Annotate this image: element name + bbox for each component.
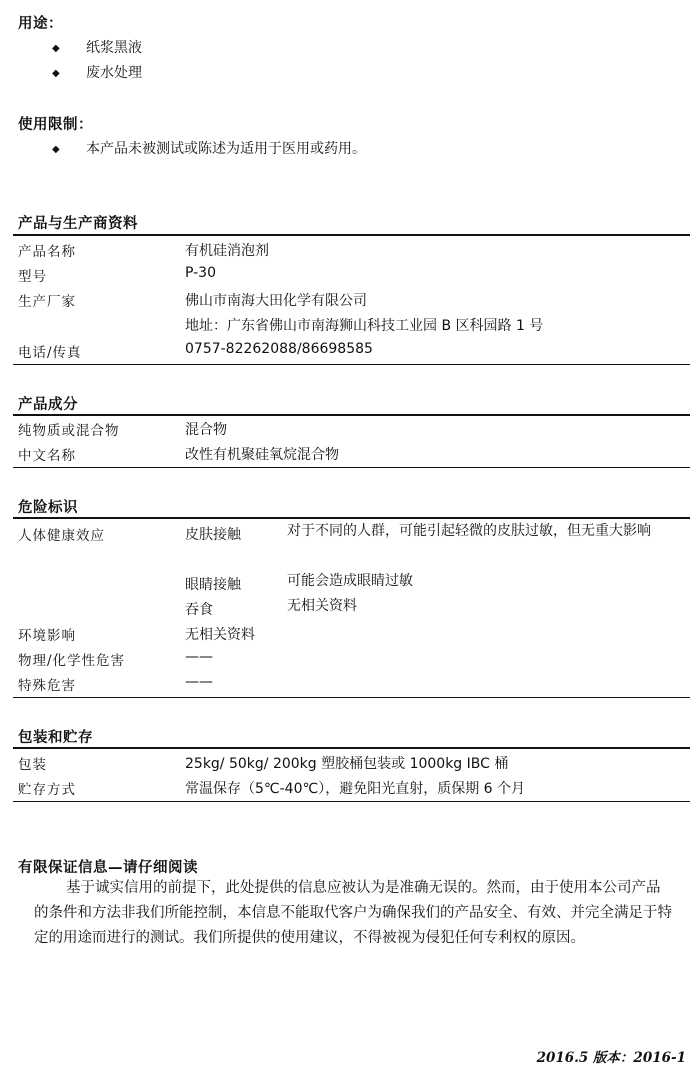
substance-type-value: 混合物 bbox=[185, 422, 227, 438]
phone-fax-value: 0757-82262088/86698585 bbox=[185, 341, 373, 357]
ingestion-desc: 无相关资料 bbox=[287, 598, 357, 614]
restrictions-heading: 使用限制： bbox=[18, 117, 93, 133]
section-rule-bottom bbox=[13, 801, 690, 802]
environment-value: 无相关资料 bbox=[185, 627, 255, 643]
diamond-bullet-icon: ◆ bbox=[52, 43, 60, 54]
model-label: 型号 bbox=[18, 269, 47, 285]
packaging-label: 包装 bbox=[18, 757, 47, 773]
physchem-hazard-value: —— bbox=[185, 649, 213, 665]
uses-item: ◆ 废水处理 bbox=[52, 65, 142, 81]
diamond-bullet-icon: ◆ bbox=[52, 144, 60, 155]
eye-contact-label: 眼睛接触 bbox=[185, 577, 241, 593]
chinese-name-value: 改性有机聚硅氧烷混合物 bbox=[185, 447, 339, 463]
special-hazard-value: —— bbox=[185, 674, 213, 690]
substance-type-label: 纯物质或混合物 bbox=[18, 423, 120, 439]
product-info-heading: 产品与生产商资料 bbox=[18, 216, 138, 232]
special-hazard-label: 特殊危害 bbox=[18, 678, 76, 694]
section-rule bbox=[13, 234, 690, 236]
physchem-hazard-label: 物理/化学性危害 bbox=[18, 653, 126, 669]
section-rule bbox=[13, 747, 690, 749]
ingestion-label: 吞食 bbox=[185, 602, 213, 618]
storage-value: 常温保存（5℃-40℃），避免阳光直射，质保期 6 个月 bbox=[185, 781, 526, 797]
section-rule-bottom bbox=[13, 467, 690, 468]
diamond-bullet-icon: ◆ bbox=[52, 68, 60, 79]
composition-heading: 产品成分 bbox=[18, 397, 78, 413]
eye-contact-desc: 可能会造成眼睛过敏 bbox=[287, 573, 413, 589]
section-rule-bottom bbox=[13, 697, 690, 698]
manufacturer-value: 佛山市南海大田化学有限公司 bbox=[185, 293, 367, 309]
product-name-value: 有机硅消泡剂 bbox=[185, 243, 269, 259]
manufacturer-label: 生产厂家 bbox=[18, 294, 76, 310]
uses-heading: 用途： bbox=[18, 16, 63, 32]
skin-contact-label: 皮肤接触 bbox=[185, 527, 241, 543]
section-rule-bottom bbox=[13, 364, 690, 365]
section-rule bbox=[13, 414, 690, 416]
skin-contact-desc: 对于不同的人群，可能引起轻微的皮肤过敏，但无重大影响 bbox=[287, 523, 651, 539]
warranty-paragraph: 基于诚实信用的前提下，此处提供的信息应被认为是准确无误的。然而，由于使用本公司产品的条件和方法非我们所能控制，本信息不能取代客户为确保我们的产品安全、有效、并完全满足于特定的用途而进行的测试。我们所提供的使用建议，不得被视为侵犯任何专利权的原因。 bbox=[34, 880, 672, 946]
version-footer: 2016.5 版本：2016-1 bbox=[536, 1050, 686, 1066]
phone-fax-label: 电话/传真 bbox=[18, 345, 82, 361]
storage-label: 贮存方式 bbox=[18, 782, 76, 798]
hazards-heading: 危险标识 bbox=[18, 500, 78, 516]
model-value: P-30 bbox=[185, 265, 217, 281]
warranty-heading: 有限保证信息—请仔细阅读 bbox=[18, 860, 198, 876]
chinese-name-label: 中文名称 bbox=[18, 448, 76, 464]
restrictions-item: ◆ 本产品未被测试或陈述为适用于医用或药用。 bbox=[52, 141, 366, 157]
packaging-value: 25kg/ 50kg/ 200kg 塑胶桶包装或 1000kg IBC 桶 bbox=[185, 756, 509, 772]
packaging-heading: 包装和贮存 bbox=[18, 730, 93, 746]
environment-label: 环境影响 bbox=[18, 628, 76, 644]
manufacturer-address: 地址：广东省佛山市南海狮山科技工业园 B 区科园路 1 号 bbox=[185, 318, 544, 334]
uses-item: ◆ 纸浆黑液 bbox=[52, 40, 142, 56]
product-name-label: 产品名称 bbox=[18, 244, 76, 260]
health-effects-label: 人体健康效应 bbox=[18, 528, 105, 544]
